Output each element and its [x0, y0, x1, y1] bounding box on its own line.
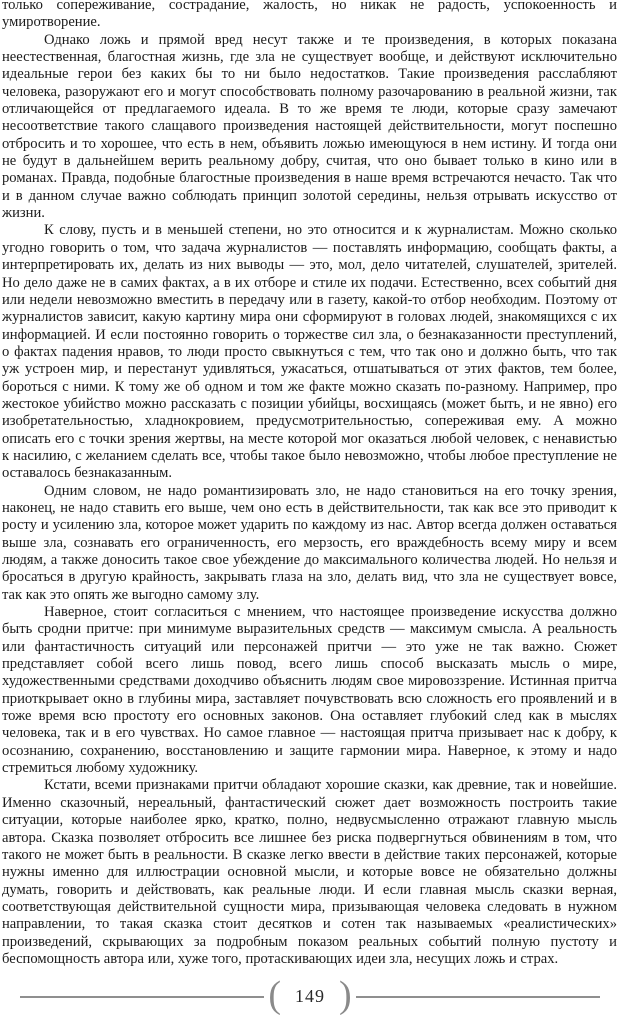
footer-rule-right	[356, 996, 600, 998]
page-number: 149	[295, 986, 325, 1006]
right-bracket-glyph: )	[339, 973, 352, 1015]
paragraph: Наверное, стоит согласиться с мнением, что настоящее произведение искусства должно быть сродни притче: при минимуме выразительных средств — максимум смысла. А реальность или фантастичность ситуаций или персонажей притчи — это уже не так важно. Сюжет представляет собой всего лишь повод, всего лишь способ высказать мысль о мире, художественными средствами доходчиво объяснить людям свое мировоззрение. Истинная притча приоткрывает окно в глубины мира, заставляет почувствовать всю сложность его проявлений и в тоже время всю простоту его основных законов. Она оставляет глубокий след как в мыслях человека, так и в его чувствах. Но самое главное — настоящая притча призывает нас к добру, к осознанию, сохранению, восстановлению и защите гармонии мира. Наверное, к этому и надо стремиться любому художнику.	[2, 604, 617, 777]
paragraph: Одним словом, не надо романтизировать зло, не надо становиться на его точку зрения, наконец, не надо ставить его выше, чем оно есть в действительности, так как все это приводит к росту и усилению зла, которое может ударить по каждому из нас. Автор всегда должен оставаться выше зла, сознавать его ограниченность, его мерзость, его враждебность всему миру и всем людям, а также доносить такое свое убеждение до максимального количества людей. Но нельзя и бросаться в другую крайность, закрывать глаза на зло, делать вид, что зла не существует вовсе, так как это опять же выгодно самому злу.	[2, 482, 617, 603]
paragraph: Кстати, всеми признаками притчи обладают хорошие сказки, как древние, так и новейшие. Именно сказочный, нереальный, фантастический сюжет дает возможность построить такие ситуации, которые наиболее ярко, кратко, полно, недвусмысленно отражают главную мысль автора. Сказка позволяет отбросить все лишнее без риска подвергнуться обвинениям в том, что такого не может быть в реальности. В сказке легко ввести в действие таких персонажей, которые нужны именно для иллюстрации основной мысли, и которые вовсе не обязательно должны думать, говорить и действовать, как реальные люди. И если главная мысль сказки верная, соответствующая действительной сущности мира, призывающая человека следовать в нужном направлении, то такая сказка стоит десятков и сотен так называемых «реалистических» произведений, скрывающих за подробным показом реальных событий полную пустоту и беспомощность автора или, хуже того, протаскивающих идеи зла, несущих ложь и страх.	[2, 777, 617, 967]
footer-rule-left	[20, 996, 264, 998]
left-bracket-glyph: (	[268, 973, 281, 1015]
paragraph: Однако ложь и прямой вред несут также и те произведения, в которых показана неестественная, благостная жизнь, где зла не существует вообще, и действуют исключительно идеальные герои без каких бы то ни было недостатков. Такие произведения расслабляют человека, разоружают его и могут способствовать полному разочарованию в реальной жизни, так отличающейся от предлагаемого идеала. В то же время те люди, которые сразу замечают несоответствие такого слащавого произведения настоящей действительности, могут поспешно отбросить и то хорошее, что есть в нем, объявить ложью имеющуюся в нем истину. И тогда они не будут в дальнейшем верить реальному добру, считая, что оно бывает только в кино или в романах. Правда, подобные благостные произведения в наше время встречаются нечасто. Так что и в данном случае важно соблюдать принцип золотой середины, нельзя отрывать искусство от жизни.	[2, 31, 617, 222]
paragraph-continuation: только сопереживание, сострадание, жалость, но никак не радость, успокоенность и умиротворение.	[2, 0, 617, 31]
body-text	[2, 0, 617, 968]
paragraph: К слову, пусть и в меньшей степени, но это относится и к журналистам. Можно сколько угодно говорить о том, что задача журналистов — поставлять информацию, сообщать факты, а интерпретировать их, делать из них выводы — это, мол, дело читателей, слушателей, зрителей. Но дело даже не в самих фактах, а в их отборе и стиле их подачи. Естественно, всех событий дня или недели невозможно вместить в передачу или в газету, какой-то отбор необходим. Поэтому от журналистов зависит, какую картину мира они сформируют в головах людей, знакомящихся с их информацией. И если постоянно говорить о торжестве сил зла, о безнаказанности преступлений, о фактах падения нравов, то люди просто свыкнуться с тем, что так оно и должно быть, что так уж устроен мир, и перестанут удивляться, ужасаться, отшатываться от этих фактов, тем более, бороться с ними. К тому же об одном и том же факте можно сказать по-разному. Например, про жестокое убийство можно рассказать с позиции убийцы, восхищаясь (может быть, и не явно) его изобретательностью, хладнокровием, предусмотрительностью, сопереживая ему. А можно описать его с точки зрения жертвы, на месте которой мог оказаться любой человек, с ненавистью к насилию, с желанием сделать все, чтобы такое было невозможно, чтобы любое преступление не оставалось безнаказанным.	[2, 222, 617, 482]
page-footer	[0, 973, 620, 1015]
